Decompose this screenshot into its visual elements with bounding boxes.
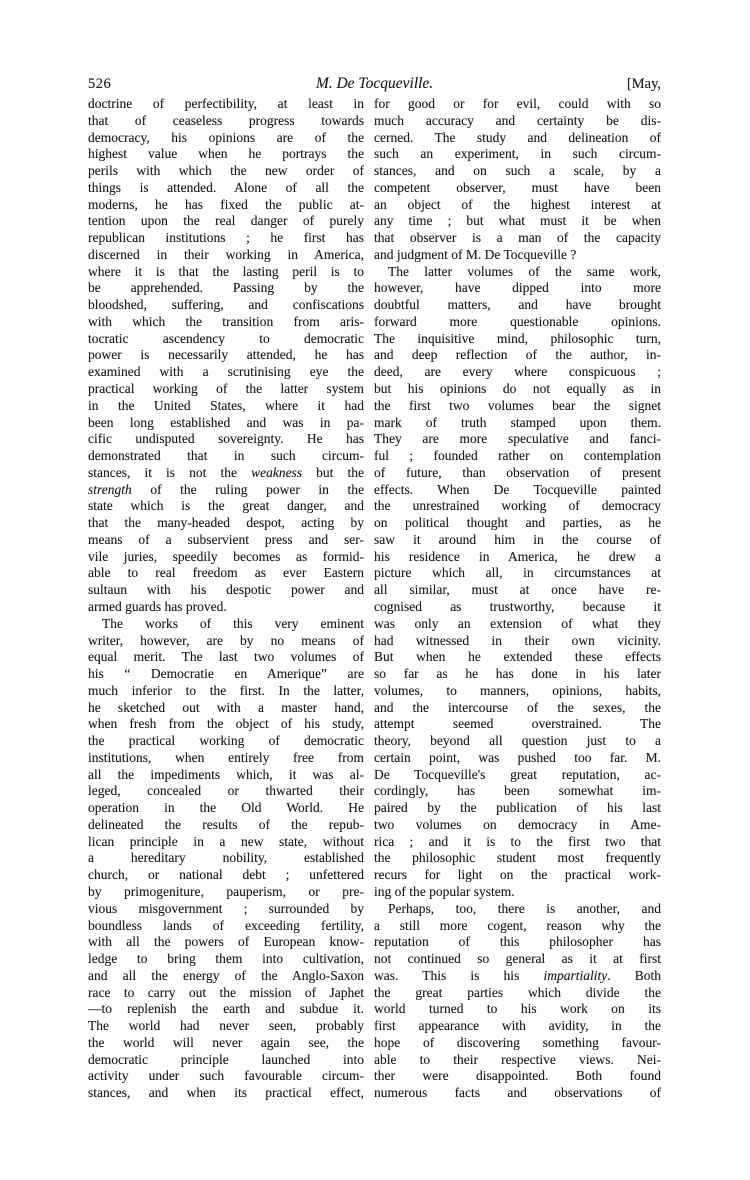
text-line: The latter volumes of the same work, <box>388 263 661 279</box>
left-column <box>88 96 364 1102</box>
text-line: bloodshed, suffering, and confiscations <box>88 297 364 313</box>
running-title: M. De Tocqueville. <box>315 75 434 92</box>
text-line: his residence in America, he drew a <box>374 548 661 564</box>
text-line: democracy, his opinions are of the <box>88 129 364 145</box>
text-line: examined with a scrutinising eye the <box>88 364 364 380</box>
text-line: ful ; founded rather on contemplation <box>374 448 661 464</box>
text-line: equal merit. The last two volumes of <box>88 649 364 665</box>
text-line: rica ; and it is to the first two that <box>374 833 661 849</box>
text-line: race to carry out the mission of Japhet <box>88 984 364 1000</box>
text-line: hope of discovering something favour- <box>374 1034 661 1050</box>
text-line: in the United States, where it had <box>88 397 364 413</box>
text-line: by primogeniture, pauperism, or pre- <box>88 883 364 899</box>
text-line: boundless lands of exceeding fertility, <box>88 917 364 933</box>
text-line: The works of this very eminent <box>102 615 364 631</box>
text-line: be apprehended. Passing by the <box>88 280 364 296</box>
text-line: able to their respective views. Nei- <box>374 1051 661 1067</box>
text-line: the first two volumes bear the signet <box>374 397 661 413</box>
text-line: and all the energy of the Anglo-Saxon <box>88 967 364 983</box>
text-line: church, or national debt ; unfettered <box>88 867 364 883</box>
text-line: where it is that the lasting peril is to <box>88 263 364 279</box>
text-line: stances, and on such a scale, by a <box>374 163 661 179</box>
text-line: writer, however, are by no means of <box>88 632 364 648</box>
text-line: republican institutions ; he first has <box>88 230 364 246</box>
text-line: on political thought and parties, as he <box>374 515 661 531</box>
text-line: De Tocqueville's great reputation, ac- <box>374 766 661 782</box>
text-line: but his opinions do not equally as in <box>374 381 661 397</box>
text-line: world turned to his work on its <box>374 1001 661 1017</box>
text-line: moderns, he has fixed the public at- <box>88 196 364 212</box>
text-line: paired by the publication of his last <box>374 800 661 816</box>
text-line: institutions, when entirely free from <box>88 749 364 765</box>
text-line: had witnessed in their own vicinity. <box>374 632 661 648</box>
text-line: theory, beyond all question just to a <box>374 733 661 749</box>
text-line: effects. When De Tocqueville painted <box>374 481 661 497</box>
text-line: vious misgovernment ; surrounded by <box>88 900 364 916</box>
text-line: leged, concealed or thwarted their <box>88 783 364 799</box>
text-line: all similar, must at once have re- <box>374 582 661 598</box>
text-line: a hereditary nobility, established <box>88 850 364 866</box>
text-line: discerned in their working in America, <box>88 246 364 262</box>
text-line: cordingly, has been somewhat im- <box>374 783 661 799</box>
text-line: forward more questionable opinions. <box>374 313 661 329</box>
text-line: recurs for light on the practical work- <box>374 867 661 883</box>
text-line: lican principle in a new state, without <box>88 833 364 849</box>
text-line: reputation of this philosopher has <box>374 934 661 950</box>
page-header <box>88 75 661 93</box>
text-line: with which the transition from aris- <box>88 313 364 329</box>
text-line: such an experiment, in such circum- <box>374 146 661 162</box>
text-line: competent observer, must have been <box>374 179 661 195</box>
text-line: sultaun with his despotic power and <box>88 582 364 598</box>
text-line: the philosophic student most frequently <box>374 850 661 866</box>
page-body <box>88 96 661 1102</box>
text-line: demonstrated that in such circum- <box>88 448 364 464</box>
text-line: that observer is a man of the capacity <box>374 230 661 246</box>
text-line: a still more cogent, reason why the <box>374 917 661 933</box>
text-line: means of a subservient press and ser- <box>88 531 364 547</box>
text-line: democratic principle launched into <box>88 1051 364 1067</box>
text-line: Perhaps, too, there is another, and <box>388 900 661 916</box>
text-line: been long established and was in pa- <box>88 414 364 430</box>
text-line: the practical working of democratic <box>88 733 364 749</box>
text-line: state which is the great danger, and <box>88 498 364 514</box>
text-line: things is attended. Alone of all the <box>88 179 364 195</box>
text-line: picture which all, in circumstances at <box>374 565 661 581</box>
text-line: practical working of the latter system <box>88 381 364 397</box>
text-line: with all the powers of European know- <box>88 934 364 950</box>
text-line: much accuracy and certainty be dis- <box>374 112 661 128</box>
text-line: The inquisitive mind, philosophic turn, <box>374 330 661 346</box>
text-line: first appearance with avidity, in the <box>374 1018 661 1034</box>
text-line: mark of truth stamped upon them. <box>374 414 661 430</box>
text-line: stances, and when its practical effect, <box>88 1085 364 1101</box>
text-line: strength of the ruling power in the <box>88 481 364 497</box>
text-line: deed, are every where conspicuous ; <box>374 364 661 380</box>
text-line: when fresh from the object of his study, <box>88 716 364 732</box>
text-line: an object of the highest interest at <box>374 196 661 212</box>
text-line: cognised as trustworthy, because it <box>374 598 661 614</box>
text-line: and deep reflection of the author, in- <box>374 347 661 363</box>
text-line: The world had never seen, probably <box>88 1018 364 1034</box>
text-line: not continued so general as it at first <box>374 951 661 967</box>
text-line: attempt seemed overstrained. The <box>374 716 661 732</box>
text-line: tention upon the real danger of purely <box>88 213 364 229</box>
text-line: —to replenish the earth and subdue it. <box>88 1001 364 1017</box>
text-line: so far as he has done in his later <box>374 666 661 682</box>
text-line: able to real freedom as ever Eastern <box>88 565 364 581</box>
text-line: saw it around him in the course of <box>374 531 661 547</box>
text-line: vile juries, speedily becomes as formid- <box>88 548 364 564</box>
text-line: that the many-headed despot, acting by <box>88 515 364 531</box>
text-line: he sketched out with a master hand, <box>88 699 364 715</box>
text-line: highest value when he portrays the <box>88 146 364 162</box>
text-line: the unrestrained working of democracy <box>374 498 661 514</box>
text-line: cerned. The study and delineation of <box>374 129 661 145</box>
text-line: power is necessarily attended, he has <box>88 347 364 363</box>
text-line: ledge to bring them into cultivation, <box>88 951 364 967</box>
text-line: all the impediments which, it was al- <box>88 766 364 782</box>
text-line: two volumes on democracy in Ame- <box>374 816 661 832</box>
text-line: and the intercourse of the sexes, the <box>374 699 661 715</box>
text-line: his “ Democratie en Amerique” are <box>88 666 364 682</box>
text-line: of future, than observation of present <box>374 464 661 480</box>
text-line: was. This is his impartiality. Both <box>374 967 661 983</box>
text-line: armed guards has proved. <box>88 598 227 614</box>
text-line: doctrine of perfectibility, at least in <box>88 96 364 111</box>
text-line: delineated the results of the repub- <box>88 816 364 832</box>
text-line: was only an extension of what they <box>374 615 661 631</box>
text-line: cific undisputed sovereignty. He has <box>88 431 364 447</box>
text-line: and judgment of M. De Tocqueville ? <box>374 246 577 262</box>
text-line: much inferior to the first. In the latter, <box>88 682 364 698</box>
text-line: ing of the popular system. <box>374 883 515 899</box>
text-line: however, have dipped into more <box>374 280 661 296</box>
page-number: 526 <box>88 76 112 92</box>
text-line: the world will never again see, the <box>88 1034 364 1050</box>
text-line: operation in the Old World. He <box>88 800 364 816</box>
text-line: the great parties which divide the <box>374 984 661 1000</box>
text-line: volumes, to manners, opinions, habits, <box>374 682 661 698</box>
text-line: But when he extended these effects <box>374 649 661 665</box>
text-line: that of ceaseless progress towards <box>88 112 364 128</box>
text-line: any time ; but what must it be when <box>374 213 661 229</box>
text-line: perils with which the new order of <box>88 163 364 179</box>
text-line: tocratic ascendency to democratic <box>88 330 364 346</box>
text-line: ther were disappointed. Both found <box>374 1068 661 1084</box>
date-label: [May, <box>626 76 661 92</box>
text-line: certain point, was pushed too far. M. <box>374 749 661 765</box>
text-line: activity under such favourable circum- <box>88 1068 364 1084</box>
text-line: They are more speculative and fanci- <box>374 431 661 447</box>
text-line: numerous facts and observations of <box>374 1085 661 1101</box>
text-line: for good or for evil, could with so <box>374 96 661 111</box>
right-column <box>374 96 661 1102</box>
text-line: doubtful matters, and have brought <box>374 297 661 313</box>
text-line: stances, it is not the weakness but the <box>88 464 365 480</box>
